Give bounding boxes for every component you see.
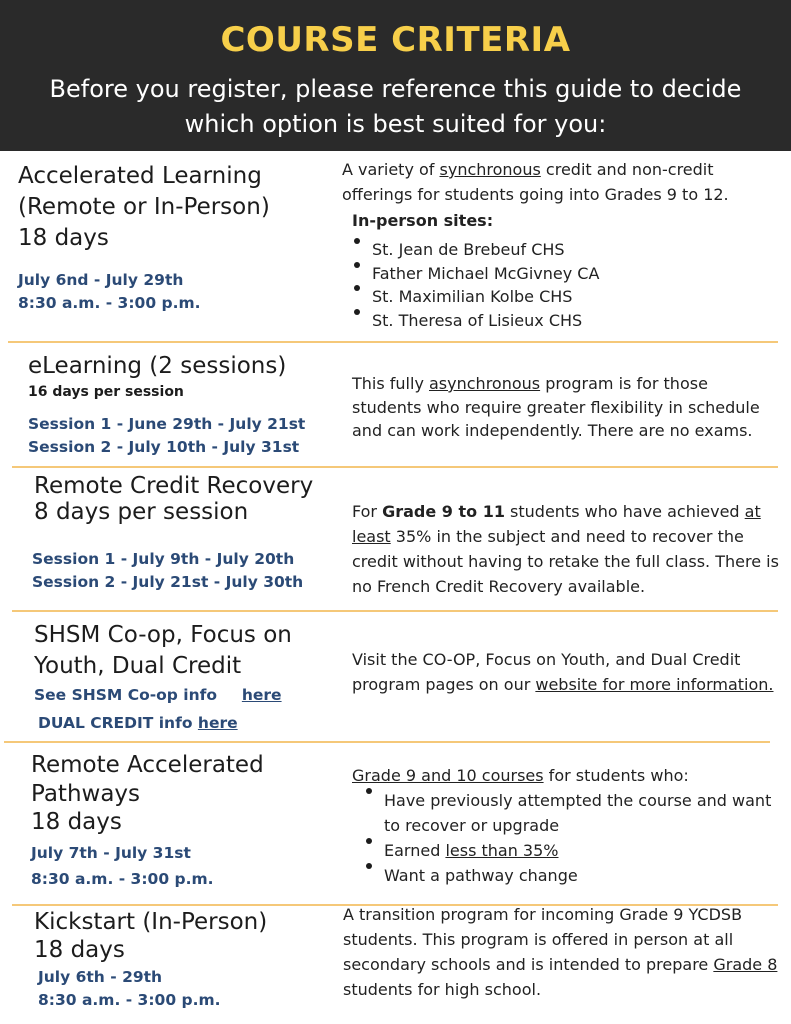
title-line: Remote Accelerated bbox=[31, 752, 264, 778]
section-title: eLearning (2 sessions) bbox=[28, 353, 287, 379]
term-underlined: Grade 9 and 10 courses bbox=[352, 766, 544, 785]
title-line: Pathways bbox=[31, 780, 141, 807]
page-subtitle bbox=[20, 72, 771, 142]
term-underlined: Grade 8 bbox=[713, 955, 778, 974]
shsm-info-row bbox=[34, 684, 282, 707]
session-date: Session 1 - June 29th - July 21st bbox=[28, 415, 306, 433]
section-dates bbox=[31, 840, 214, 892]
term-underlined: synchronous bbox=[439, 160, 541, 179]
title-line: 18 days bbox=[31, 809, 122, 835]
section-title bbox=[31, 751, 264, 837]
date-range: July 6nd - July 29th bbox=[18, 271, 184, 289]
page-title: COURSE CRITERIA bbox=[220, 20, 571, 60]
list-item: Have previously attempted the course and want to recover or upgrade bbox=[364, 788, 774, 838]
section-description: Grade 9 and 10 courses for students who: bbox=[352, 766, 689, 785]
list-item: Father Michael McGivney CA bbox=[352, 262, 599, 286]
header-banner bbox=[0, 0, 791, 151]
date-range: July 6th - 29th bbox=[38, 968, 163, 986]
website-link[interactable]: website for more information. bbox=[535, 675, 774, 694]
divider bbox=[4, 741, 770, 743]
sites-list bbox=[352, 238, 599, 332]
date-range: July 7th - July 31st bbox=[31, 844, 191, 862]
shsm-info-label: See SHSM Co-op info bbox=[34, 686, 218, 704]
divider bbox=[12, 466, 778, 468]
section-description: This fully asynchronous program is for those students who require greater flexibility in schedule and can work independently. There are no exams. bbox=[352, 374, 760, 440]
time-range: 8:30 a.m. - 3:00 p.m. bbox=[31, 870, 214, 888]
term-underlined: at least bbox=[352, 502, 761, 546]
grade-emphasis: Grade 9 to 11 bbox=[382, 502, 505, 521]
shsm-info-link[interactable]: here bbox=[241, 686, 282, 704]
criteria-list bbox=[364, 788, 774, 888]
title-line: 18 days bbox=[34, 937, 125, 963]
section-dates bbox=[38, 966, 221, 1012]
section-description: For Grade 9 to 11 students who have achieved at least 35% in the subject and need to recover the credit without having to retake the full class. There is no French Credit Recovery available. bbox=[352, 502, 779, 596]
session-date: Session 1 - July 9th - July 20th bbox=[32, 550, 295, 568]
section-description: Visit the CO-OP, Focus on Youth, and Dual Credit program pages on our website for more information. bbox=[352, 650, 774, 694]
title-line: Kickstart (In-Person) bbox=[34, 909, 268, 935]
title-line: Remote Credit Recovery bbox=[34, 473, 314, 499]
title-line: 8 days per session bbox=[34, 499, 249, 525]
title-line: 18 days bbox=[18, 225, 109, 251]
divider bbox=[12, 610, 778, 612]
subtitle-line-1: Before you register, please reference this guide to decide bbox=[49, 75, 742, 103]
session-date: Session 2 - July 21st - July 30th bbox=[32, 573, 304, 591]
term-underlined: less than 35% bbox=[445, 841, 559, 860]
section-description: A transition program for incoming Grade 9 YCDSB students. This program is offered in person at all secondary schools and is intended to prepare Grade 8 students for high school. bbox=[343, 905, 778, 999]
title-line: SHSM Co-op, Focus on bbox=[34, 622, 292, 648]
section-dates bbox=[18, 269, 201, 315]
list-item: St. Maximilian Kolbe CHS bbox=[352, 285, 599, 309]
dual-credit-label: DUAL CREDIT info bbox=[38, 714, 193, 732]
section-title bbox=[34, 473, 313, 525]
session-date: Session 2 - July 10th - July 31st bbox=[28, 438, 300, 456]
list-item: St. Theresa of Lisieux CHS bbox=[352, 309, 599, 333]
dual-credit-info-row bbox=[38, 712, 238, 735]
section-dates bbox=[28, 413, 305, 459]
list-item: Want a pathway change bbox=[364, 863, 774, 888]
title-line: (Remote or In-Person) bbox=[18, 194, 270, 220]
section-description: A variety of synchronous credit and non-credit offerings for students going into Grades 9 to 12. bbox=[342, 160, 729, 204]
term-underlined: asynchronous bbox=[429, 374, 541, 393]
title-line: Accelerated Learning bbox=[18, 163, 262, 189]
section-subtitle: 16 days per session bbox=[28, 384, 184, 400]
section-title bbox=[18, 161, 270, 254]
dual-credit-link[interactable]: here bbox=[197, 714, 238, 732]
section-dates bbox=[32, 548, 303, 594]
section-title bbox=[34, 620, 292, 682]
list-item: Earned less than 35% bbox=[364, 838, 774, 863]
section-title bbox=[34, 908, 267, 964]
subtitle-line-2: which option is best suited for you: bbox=[184, 110, 607, 138]
list-item: St. Jean de Brebeuf CHS bbox=[352, 238, 599, 262]
title-line: Youth, Dual Credit bbox=[34, 653, 242, 679]
divider bbox=[8, 341, 778, 343]
time-range: 8:30 a.m. - 3:00 p.m. bbox=[18, 294, 201, 312]
sites-heading: In-person sites: bbox=[352, 211, 494, 230]
time-range: 8:30 a.m. - 3:00 p.m. bbox=[38, 991, 221, 1009]
